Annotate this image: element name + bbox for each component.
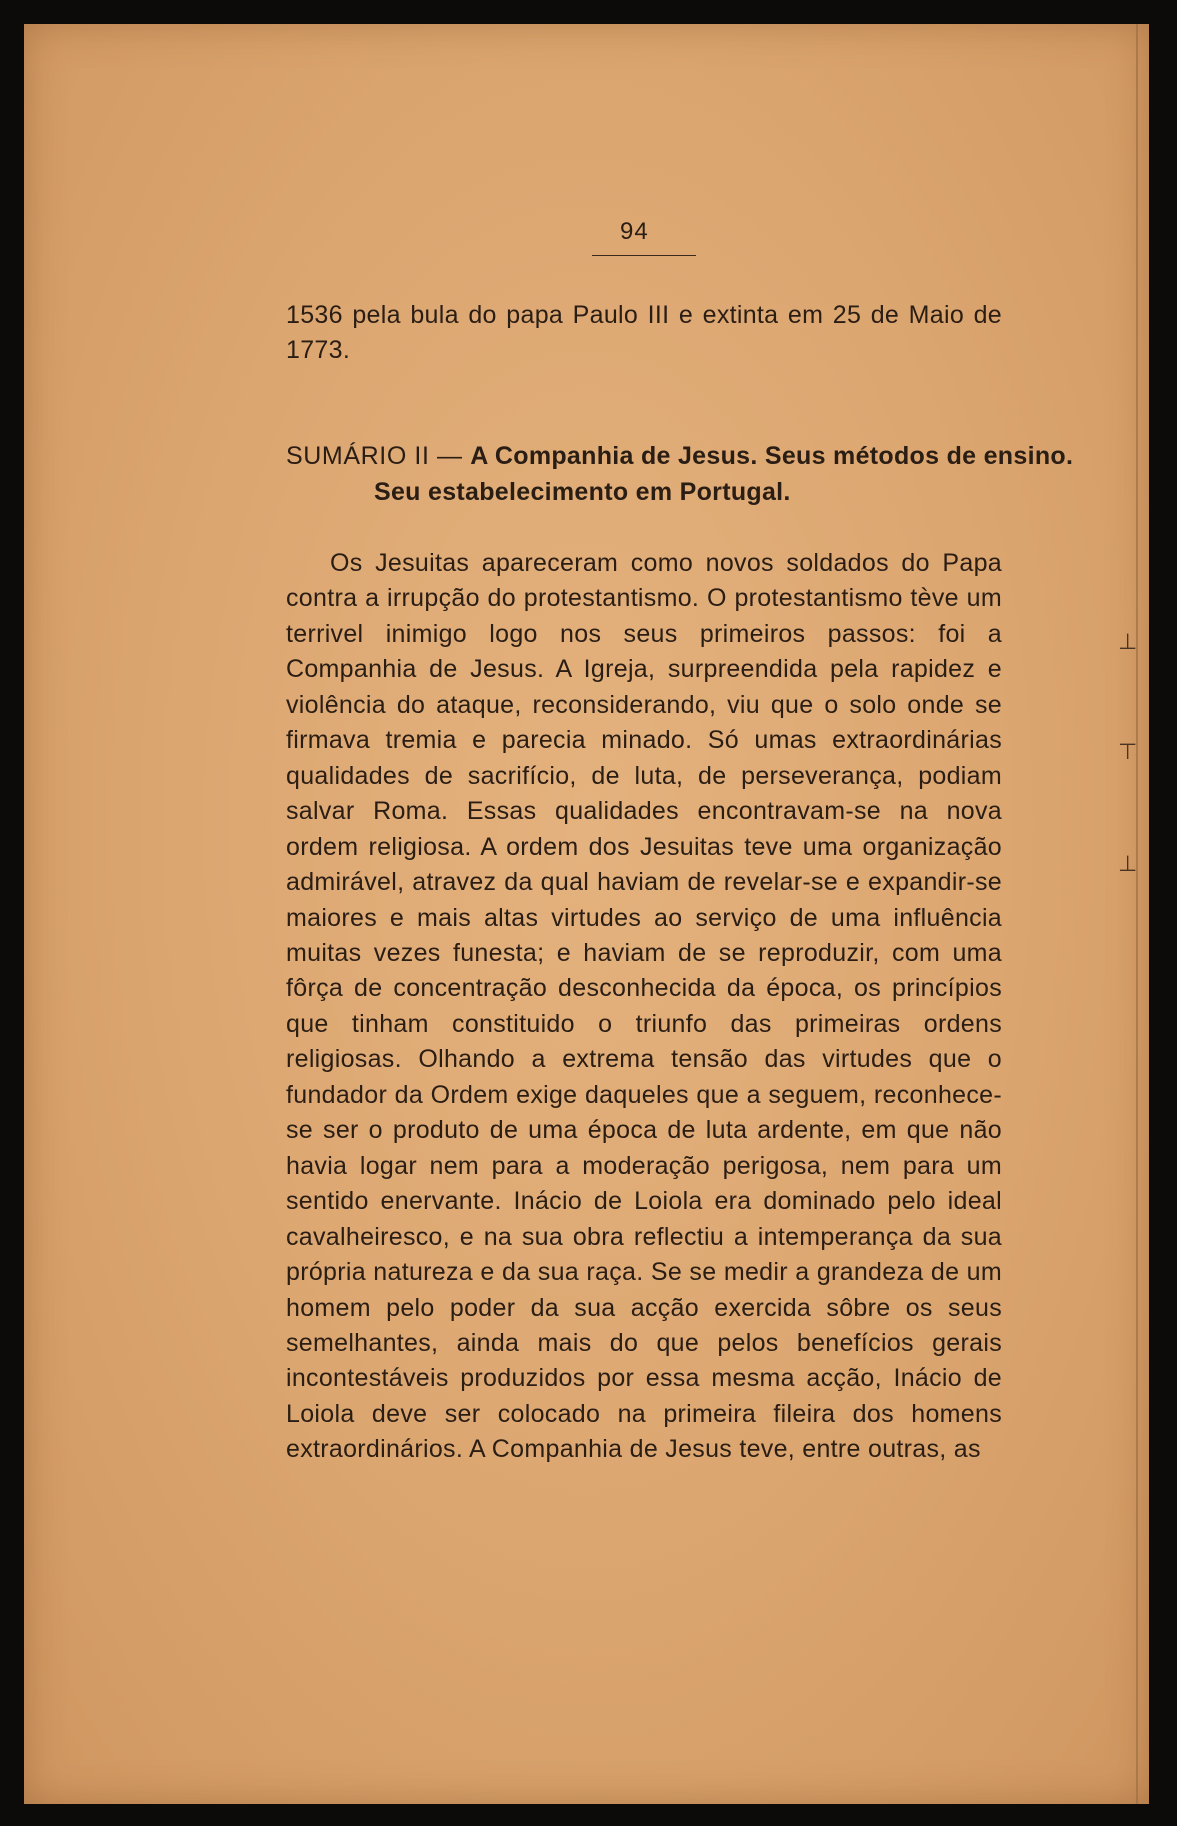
- page-number: 94: [620, 218, 649, 245]
- margin-mark: ⊤: [1118, 740, 1138, 765]
- page-number-rule: [592, 255, 696, 256]
- body-paragraph: Os Jesuitas apareceram como novos soldados do Papa contra a irrupção do protestantismo. O protestantismo tève um terrivel inimigo logo nos seus primeiros passos: foi a Companhia de Jesus. A Igreja, surpreendida pela rapidez e violência do ataque, reconsiderando, viu que o solo onde se firmava tremia e parecia minado. Só umas extraordinárias qualidades de sacrifício, de luta, de perseverança, podiam salvar Roma. Essas qualidades encontravam-se na nova ordem religiosa. A ordem dos Jesuitas teve uma organização admirável, atravez da qual haviam de revelar-se e expandir-se maiores e mais altas virtudes ao serviço de uma influência muitas vezes funesta; e haviam de se reproduzir, com uma fôrça de concentração desconhecida da época, os princípios que tinham constituido o triunfo das primeiras ordens religiosas. Olhando a extrema tensão das virtudes que o fundador da Ordem exige daqueles que a seguem, reconhece-se ser o produto de uma época de luta ardente, em que não havia logar nem para a moderação perigosa, nem para um sentido enervante. Inácio de Loiola era dominado pelo ideal cavalheiresco, e na sua obra reflectiu a intemperança da sua própria natureza e da sua raça. Se se medir a grandeza de um homem pelo poder da sua acção exercida sôbre os seus semelhantes, ainda mais do que pelos benefícios gerais incontestáveis produzidos por essa mesma acção, Inácio de Loiola deve ser colocado na primeira fileira dos homens extraordinários. A Companhia de Jesus teve, entre outras, as: [286, 549, 1002, 1464]
- summary-heading: [286, 438, 1090, 510]
- summary-title: A Companhia de Jesus. Seus métodos de ensino. Seu estabelecimento em Portugal.: [374, 442, 1074, 506]
- intro-paragraph: 1536 pela bula do papa Paulo III e extinta em 25 de Maio de 1773.: [286, 301, 1002, 365]
- margin-mark: ⊥: [1118, 852, 1138, 877]
- page-edge: [1136, 24, 1138, 1804]
- margin-mark: ⊥: [1118, 630, 1138, 655]
- summary-label: SUMÁRIO II —: [286, 442, 471, 470]
